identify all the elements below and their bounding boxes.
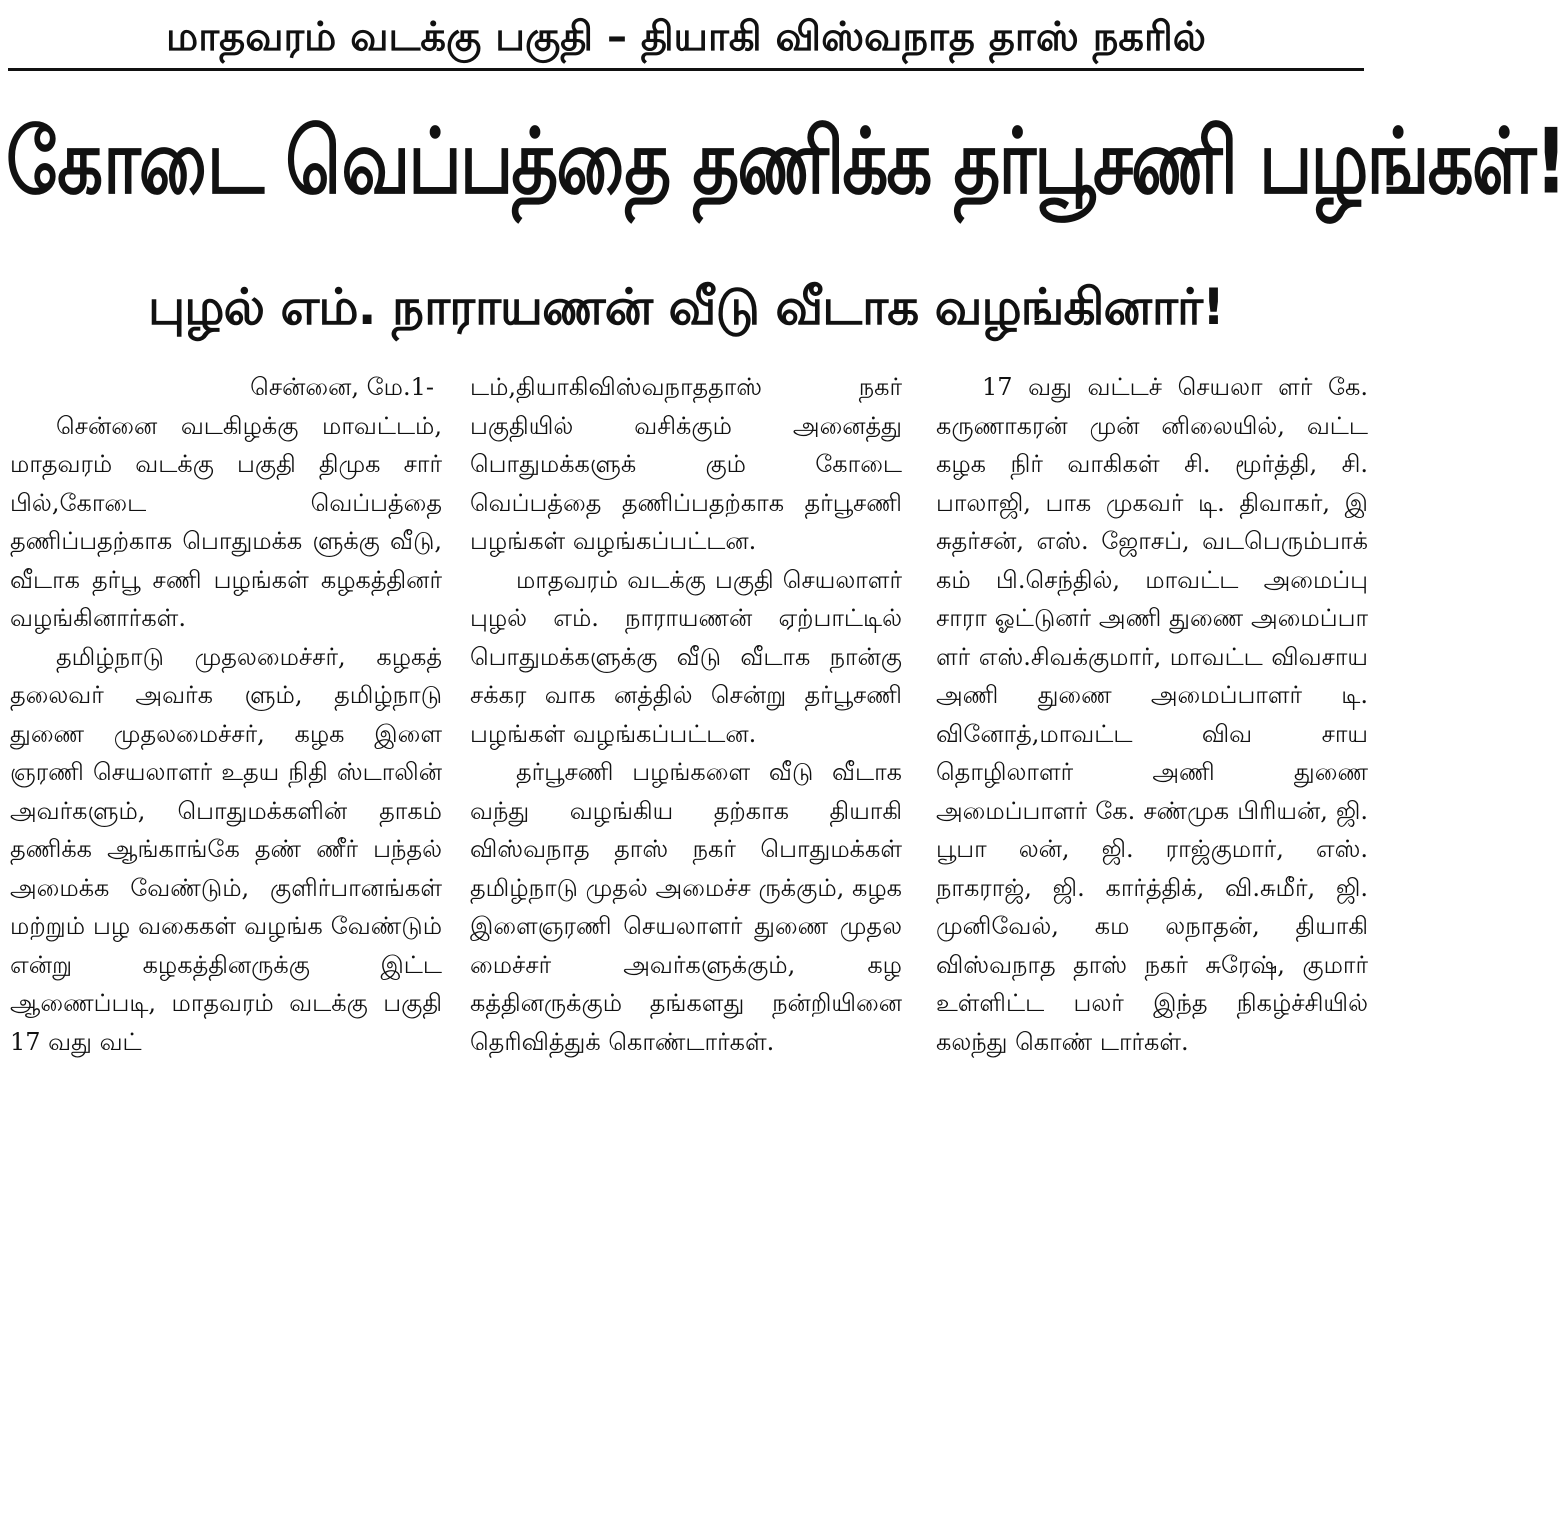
article-paragraph: 17 வது வட்டச் செயலா ளர் கே. கருணாகரன் முன் னிலையில், வட்ட கழக நிர் வாகிகள் சி. மூர்த்தி, சி. பாலாஜி, பாக முகவர் டி. திவாகர், இ சுதர்சன், எஸ். ஜோசப், வடபெரும்பாக் கம் பி.செந்தில், மாவட்ட அமைப்பு சாரா ஓட்டுனர் அணி துணை அமைப்பா ளர் எஸ்.சிவக்குமார், மாவட்ட விவசாய அணி துணை அமைப்பாளர் டி. வினோத்,மாவட்ட விவ சாய தொழிலாளர் அணி துணை அமைப்பாளர் கே. சண்முக பிரியன், ஜி. பூபா லன், ஜி. ராஜ்குமார், எஸ். நாகராஜ், ஜி. கார்த்திக், வி.சுமீர், ஜி. முனிவேல், கம லநாதன், தியாகி விஸ்வநாத தாஸ் நகர் சுரேஷ், குமார் உள்ளிட்ட பலர் இந்த நிகழ்ச்சியில் கலந்து கொண் டார்கள். [936,373,1368,1056]
kicker-line: மாதவரம் வடக்கு பகுதி – தியாகி விஸ்வநாத தாஸ் நகரில் [8,6,1364,71]
article-column-1 [10,368,442,1518]
article-column-3 [936,368,1368,1518]
article-paragraph: டம்,தியாகிவிஸ்வநாததாஸ் நகர் பகுதியில் வசிக்கும் அனைத்து பொதுமக்களுக் கும் கோடை வெப்பத்தை தணிப்பதற்காக தர்பூசணி பழங்கள் வழங்கப்பட்டன. [470,373,902,555]
article-paragraph: சென்னை வடகிழக்கு மாவட்டம், மாதவரம் வடக்கு பகுதி திமுக சார் பில்,கோடை வெப்பத்தை தணிப்பதற்காக பொதுமக்க ளுக்கு வீடு, வீடாக தர்பூ சணி பழங்கள் கழகத்தினர் வழங்கினார்கள். [10,411,442,632]
article-paragraph: தமிழ்நாடு முதலமைச்சர், கழகத் தலைவர் அவர்க ளும், தமிழ்நாடு துணை முதலமைச்சர், கழக இளை ஞரணி செயலாளர் உதய நிதி ஸ்டாலின் அவர்களும், பொதுமக்களின் தாகம் தணிக்க ஆங்காங்கே தண் ணீர் பந்தல் அமைக்க வேண்டும், குளிர்பானங்கள் மற்றும் பழ வகைகள் வழங்க வேண்டும் என்று கழகத்தினருக்கு இட்ட ஆணைப்படி, மாதவரம் வடக்கு பகுதி 17 வது வட் [10,642,442,1056]
article-column-2 [470,368,902,1518]
article-paragraph: மாதவரம் வடக்கு பகுதி செயலாளர் புழல் எம். நாராயணன் ஏற்பாட்டில் பொதுமக்களுக்கு வீடு வீடாக நான்கு சக்கர வாக னத்தில் சென்று தர்பூசணி பழங்கள் வழங்கப்பட்டன. [470,565,902,748]
headline: கோடை வெப்பத்தை தணிக்க தர்பூசணி பழங்கள்! [6,108,1565,214]
article-paragraph: தர்பூசணி பழங்களை வீடு வீடாக வந்து வழங்கிய தற்காக தியாகி விஸ்வநாத தாஸ் நகர் பொதுமக்கள் தமிழ்நாடு முதல் அமைச்ச ருக்கும், கழக இளைஞரணி செயலாளர் துணை முதல மைச்சர் அவர்களுக்கும், கழ கத்தினருக்கும் தங்களது நன்றியினை தெரிவித்துக் கொண்டார்கள். [470,758,902,1056]
dateline: சென்னை, மே.1- [250,373,434,401]
subheadline: புழல் எம். நாராயணன் வீடு வீடாக வழங்கினார்! [148,278,1224,336]
